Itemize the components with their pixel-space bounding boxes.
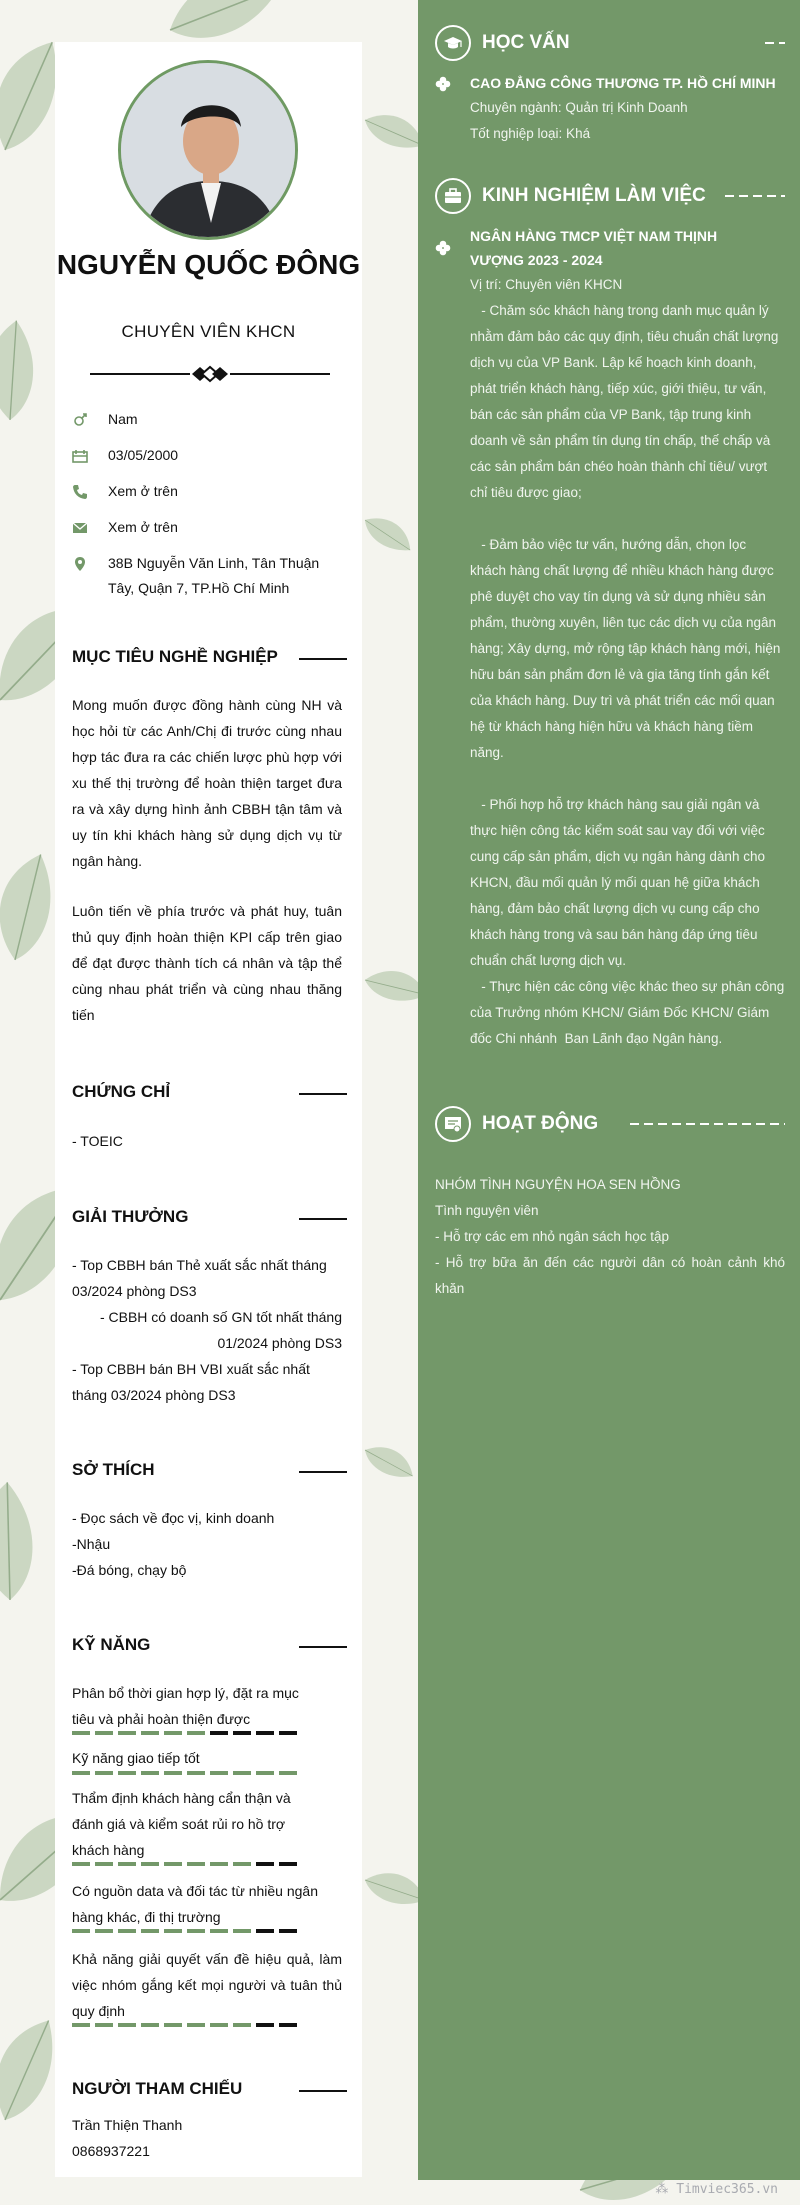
- skill-bar-segment: [187, 1731, 205, 1735]
- reference-heading-line: [299, 2090, 347, 2092]
- skill-bar-1: [72, 1731, 297, 1735]
- education-grade: Tốt nghiệp loại: Khá: [470, 126, 591, 141]
- skill-bar-segment: [95, 1771, 113, 1775]
- activities-heading-text: HOẠT ĐỘNG: [482, 1113, 599, 1134]
- skill-bar-segment: [187, 1862, 205, 1866]
- skill-bar-segment: [233, 1929, 251, 1933]
- reference-phone[interactable]: 0868937221: [72, 2143, 150, 2159]
- skill-bar-segment: [95, 1929, 113, 1933]
- watermark: [655, 2182, 778, 2197]
- skill-bar-segment: [72, 1929, 90, 1933]
- info-address: [55, 551, 362, 603]
- skill-bar-segment: [118, 2023, 136, 2027]
- skill-bar-segment: [164, 2023, 182, 2027]
- skill-bar-segment: [187, 2023, 205, 2027]
- skill-bar-segment: [256, 1771, 274, 1775]
- skill-name-2: Kỹ năng giao tiếp tốt: [72, 1750, 200, 1766]
- phone-icon: [72, 484, 88, 500]
- objective-paragraph-1: Mong muốn được đồng hành cùng NH và học hỏi từ các Anh/Chị đi trước cùng nhau hợp tác đưa ra các chiến lược phù hợp với xu thế thị trường để hoàn thiện target đưa ra và xây dựng hình ảnh CBBH tận tâm và uy tín khi khách hàng sử dụng dịch vụ từ ngân hàng.: [72, 697, 342, 869]
- skill-bar-segment: [233, 1771, 251, 1775]
- reference-heading-text: NGƯỜI THAM CHIẾU: [72, 2079, 243, 2098]
- skill-bar-segment: [141, 2023, 159, 2027]
- skill-bar-segment: [95, 2023, 113, 2027]
- skill-bar-segment: [279, 1731, 297, 1735]
- skill-bar-4: [72, 1929, 297, 1933]
- hobby-item-3: -Đá bóng, chạy bộ: [72, 1562, 187, 1578]
- skill-bar-segment: [233, 2023, 251, 2027]
- reference-name: Trần Thiện Thanh: [72, 2117, 183, 2133]
- hobby-item-2: -Nhậu: [72, 1536, 111, 1552]
- skills-heading-text: KỸ NĂNG: [72, 1635, 151, 1654]
- awards-heading-text: GIẢI THƯỞNG: [72, 1207, 189, 1226]
- watermark-icon: ⁂: [655, 2182, 677, 2197]
- skill-bar-segment: [72, 1731, 90, 1735]
- education-heading: [435, 25, 785, 61]
- experience-company: NGÂN HÀNG TMCP VIỆT NAM THỊNH VƯỢNG 2023 - 2024: [470, 228, 718, 268]
- education-major: Chuyên ngành: Quản trị Kinh Doanh: [470, 100, 688, 115]
- skill-bar-segment: [164, 1771, 182, 1775]
- phone-value[interactable]: Xem ở trên: [108, 483, 178, 499]
- skill-bar-segment: [72, 2023, 90, 2027]
- skill-bar-3: [72, 1862, 297, 1866]
- hobbies-heading-text: SỞ THÍCH: [72, 1460, 155, 1479]
- hobby-item-1: - Đọc sách về đọc vị, kinh doanh: [72, 1510, 275, 1526]
- skill-bar-segment: [72, 1771, 90, 1775]
- skills-heading-line: [299, 1646, 347, 1648]
- clover-icon: [435, 76, 451, 92]
- award-item-3: - Top CBBH bán BH VBI xuất sắc nhất tháng 03/2024 phòng DS3: [72, 1361, 310, 1403]
- certificates-heading-line: [299, 1093, 347, 1095]
- skill-bar-segment: [141, 1771, 159, 1775]
- avatar-photo: [121, 63, 298, 240]
- activities-icon-circle: [435, 1106, 471, 1142]
- calendar-icon: [72, 448, 88, 464]
- hobbies-heading-line: [299, 1471, 347, 1473]
- gender-icon: [72, 412, 88, 428]
- education-heading-text: HỌC VẤN: [482, 32, 570, 53]
- envelope-icon: [72, 520, 88, 536]
- skill-bar-2: [72, 1771, 297, 1775]
- skill-bar-segment: [164, 1731, 182, 1735]
- skill-name-5: Khả năng giải quyết vấn đề hiệu quả, làm việc nhóm gắng kết mọi người và tuân thủ quy định: [72, 1951, 342, 2019]
- skill-bar-segment: [210, 1771, 228, 1775]
- activities-heading: [435, 1106, 785, 1142]
- address-value: 38B Nguyễn Văn Linh, Tân Thuận Tây, Quận 7, TP.Hồ Chí Minh: [108, 555, 320, 596]
- skill-bar-segment: [72, 1862, 90, 1866]
- skill-name-3: Thẩm định khách hàng cẩn thận và đánh giá và kiểm soát rủi ro hồ trợ khách hàng: [72, 1790, 291, 1858]
- activity-org: NHÓM TÌNH NGUYỆN HOA SEN HỒNG: [435, 1177, 681, 1192]
- skill-bar-segment: [141, 1862, 159, 1866]
- skill-bar-segment: [164, 1929, 182, 1933]
- activity-item-2: - Hỗ trợ bữa ăn đến các người dân có hoàn cảnh khó khăn: [435, 1255, 785, 1296]
- certificates-heading-text: CHỨNG CHỈ: [72, 1082, 171, 1101]
- certificate-icon: [443, 1114, 463, 1134]
- award-item-1: - Top CBBH bán Thẻ xuất sắc nhất tháng 03/2024 phòng DS3: [72, 1257, 327, 1299]
- award-item-2: - CBBH có doanh số GN tốt nhất tháng 01/2024 phòng DS3: [99, 1309, 342, 1351]
- watermark-text: Timviec365.vn: [676, 2182, 778, 2197]
- job-title: CHUYÊN VIÊN KHCN: [121, 322, 296, 341]
- skill-bar-segment: [210, 1731, 228, 1735]
- skill-bar-segment: [141, 1731, 159, 1735]
- gender-value: Nam: [108, 411, 138, 427]
- skill-bar-segment: [118, 1731, 136, 1735]
- awards-heading: [72, 1207, 347, 1231]
- skills-heading: [72, 1635, 347, 1659]
- skill-bar-segment: [118, 1771, 136, 1775]
- skill-bar-segment: [141, 1929, 159, 1933]
- activity-item-1: - Hỗ trợ các em nhỏ ngân sách học tập: [435, 1229, 669, 1244]
- objective-heading: [72, 647, 347, 671]
- clover-icon: [435, 240, 451, 256]
- graduation-cap-icon: [443, 33, 463, 53]
- skill-bar-segment: [210, 1862, 228, 1866]
- skill-bar-segment: [256, 1862, 274, 1866]
- experience-heading: [435, 178, 785, 214]
- experience-heading-dash: [725, 195, 785, 197]
- reference-heading: [72, 2079, 347, 2103]
- objective-heading-text: MỤC TIÊU NGHỀ NGHIỆP: [72, 647, 278, 666]
- experience-duty-2: - Đảm bảo việc tư vấn, hướng dẫn, chọn lọc khách hàng chất lượng để nhiều khách hàng được phê duyệt cho vay tín dụng và sử dụng nhiều sản phẩm, thường xuyên, liên tục các dịch vụ của ngân hàng; Xây dựng, mở rộng tập khách hàng mới, hiện hữu bán sản phẩm đơn lẻ và gia tăng tính gắn kết của khách hàng. Duy trì và phát triển các mối quan hệ từ khách hàng hiện hữu và khách hàng tiềm năng.: [470, 537, 785, 760]
- map-pin-icon: [72, 556, 88, 572]
- certificate-item: - TOEIC: [72, 1133, 123, 1149]
- experience-icon-circle: [435, 178, 471, 214]
- skill-bar-segment: [256, 2023, 274, 2027]
- skill-bar-segment: [233, 1862, 251, 1866]
- experience-heading-text: KINH NGHIỆM LÀM VIỆC: [482, 185, 706, 206]
- education-icon-circle: [435, 25, 471, 61]
- certificates-heading: [72, 1082, 347, 1106]
- awards-heading-line: [299, 1218, 347, 1220]
- education-school: CAO ĐẲNG CÔNG THƯƠNG TP. HỒ CHÍ MINH: [470, 75, 776, 91]
- skill-bar-segment: [118, 1862, 136, 1866]
- skill-name-1: Phân bổ thời gian hợp lý, đặt ra mục tiêu và phải hoàn thiện được: [72, 1685, 299, 1727]
- skill-bar-segment: [256, 1929, 274, 1933]
- skill-bar-segment: [187, 1929, 205, 1933]
- hobbies-heading: [72, 1460, 347, 1484]
- experience-duty-3: - Phối hợp hỗ trợ khách hàng sau giải ngân và thực hiện công tác kiểm soát sau vay đối với việc cung cấp sản phẩm, dịch vụ ngân hàng dành cho KHCN, đầu mối quản lý mối quan hệ giữa khách hàng, đảm bảo chất lượng dịch vụ cung cấp cho khách hàng trong và sau bán hàng đáp ứng tiêu chuẩn chất lượng dịch vụ. - Thực hiện các công việc khác theo sự phân công của Trưởng nhóm KHCN/ Giám Đốc KHCN/ Giám đốc Chi nhánh Ban Lãnh đạo Ngân hàng.: [470, 797, 785, 1046]
- skill-bar-segment: [187, 1771, 205, 1775]
- skill-bar-segment: [210, 1929, 228, 1933]
- skill-bar-5: [72, 2023, 297, 2027]
- dob-value: 03/05/2000: [108, 447, 179, 463]
- experience-duty-1: - Chăm sóc khách hàng trong danh mục quản lý nhằm đảm bảo các quy định, tiêu chuẩn chất lượng dịch vụ của VP Bank. Lập kế hoạch kinh doanh, phát triển khách hàng, tiếp xúc, giới thiệu, tư vấn, bán các sản phẩm của VP Bank, tập trung kinh doanh về sản phẩm tín dụng tín chấp, thế chấp và các sản phẩm bán chéo hoàn thành chỉ tiêu/ vượt chỉ tiêu được giao;: [470, 303, 783, 500]
- skill-bar-segment: [279, 2023, 297, 2027]
- skill-bar-segment: [279, 1862, 297, 1866]
- right-column-panel: [418, 0, 800, 2180]
- experience-position: Vị trí: Chuyên viên KHCN: [470, 277, 623, 292]
- email-value[interactable]: Xem ở trên: [108, 519, 178, 535]
- skill-bar-segment: [279, 1929, 297, 1933]
- activity-role: Tình nguyện viên: [435, 1203, 539, 1218]
- skill-bar-segment: [279, 1771, 297, 1775]
- left-column-card: [55, 42, 362, 2177]
- skill-name-4: Có nguồn data và đối tác từ nhiều ngân hàng khác, đi thị trường: [72, 1883, 318, 1925]
- briefcase-icon: [443, 186, 463, 206]
- skill-bar-segment: [256, 1731, 274, 1735]
- name-divider: [90, 364, 330, 384]
- activities-heading-dash: [630, 1123, 785, 1125]
- objective-heading-line: [299, 658, 347, 660]
- avatar: [118, 60, 298, 240]
- skill-bar-segment: [95, 1862, 113, 1866]
- skill-bar-segment: [233, 1731, 251, 1735]
- skill-bar-segment: [118, 1929, 136, 1933]
- objective-paragraph-2: Luôn tiến về phía trước và phát huy, tuân thủ quy định hoàn thiện KPI cấp trên giao để đạt được thành tích cá nhân và tập thể cùng nhau phát triển và cùng nhau thăng tiến: [72, 903, 342, 1023]
- skill-bar-segment: [164, 1862, 182, 1866]
- skill-bar-segment: [95, 1731, 113, 1735]
- candidate-name: NGUYỄN QUỐC ĐÔNG: [56, 249, 361, 280]
- skill-bar-segment: [210, 2023, 228, 2027]
- education-heading-dash: [765, 42, 785, 44]
